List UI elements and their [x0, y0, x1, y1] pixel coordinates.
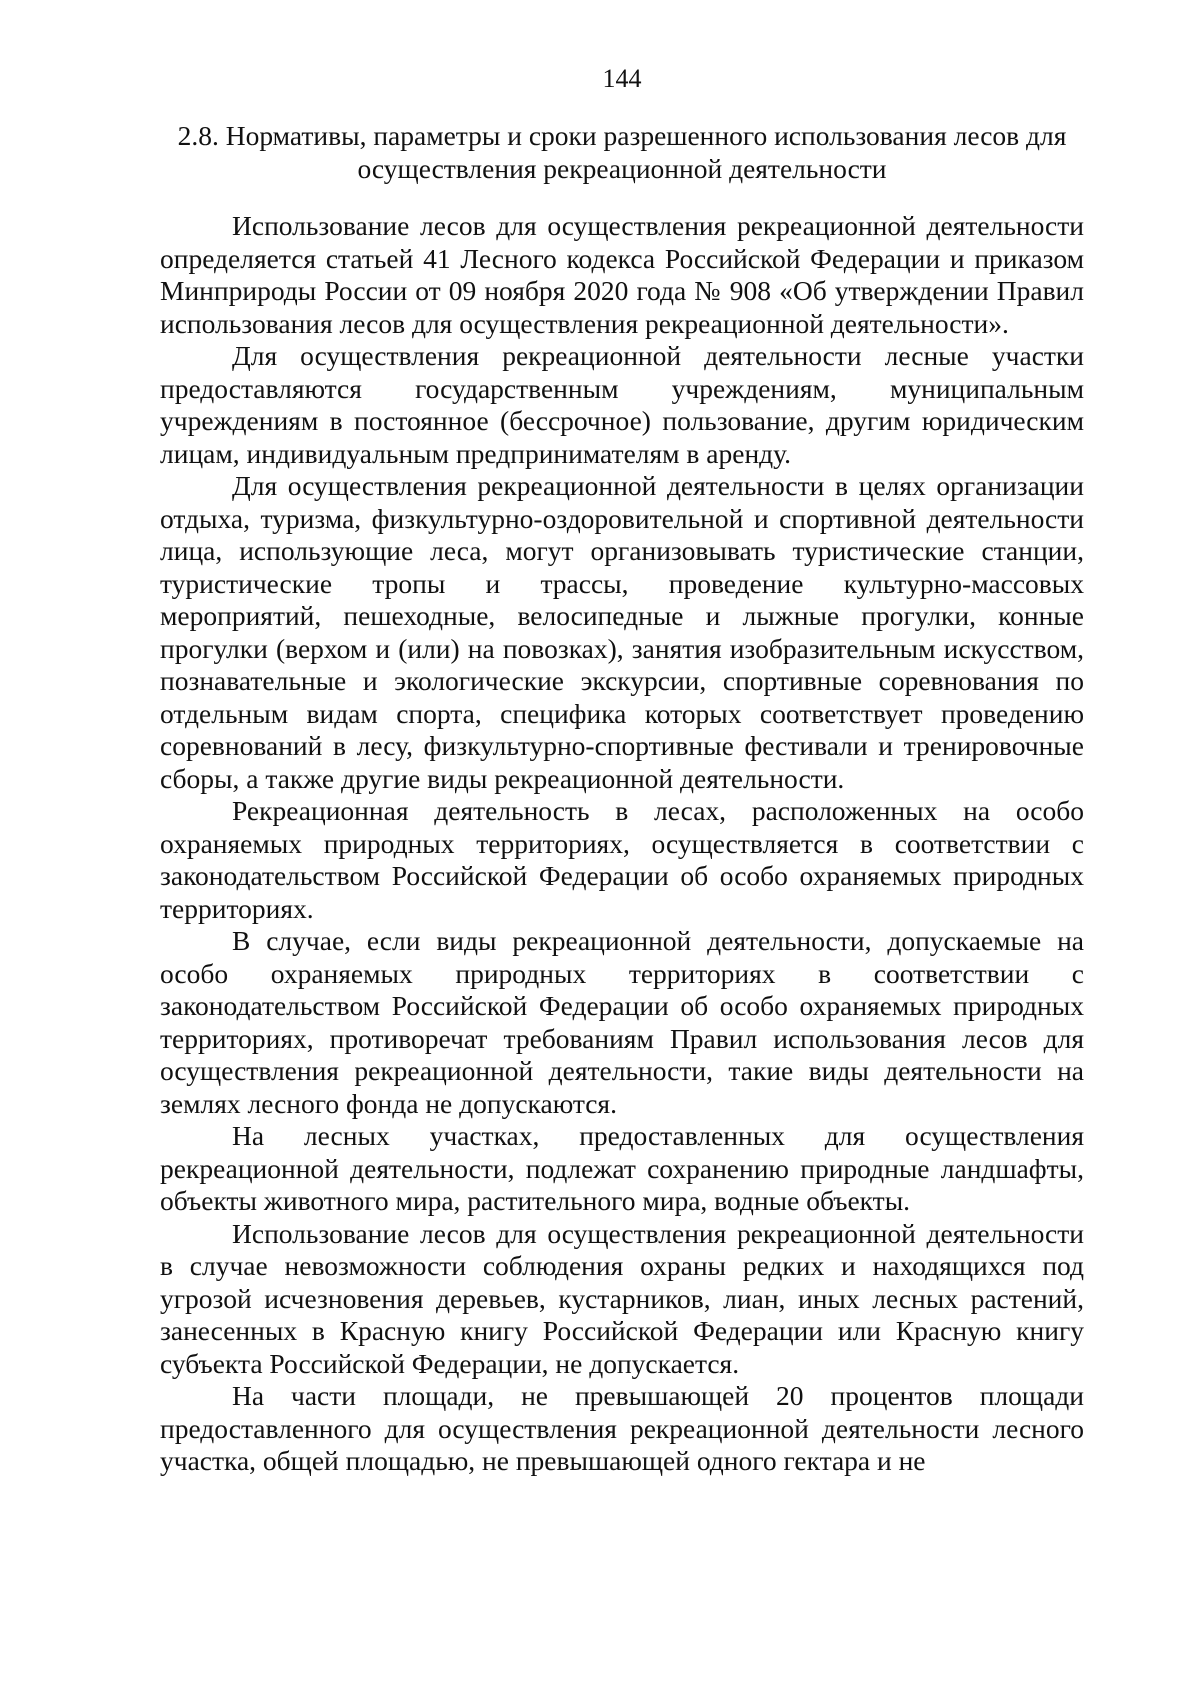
body-text — [160, 210, 1084, 1478]
paragraph-use-of-forests: Использование лесов для осуществления рекреационной деятельности определяется статьей 41 Лесного кодекса Российской Федерации и приказом Минприроды России от 09 ноября 2020 года № 908 «Об утверждении Правил использования лесов для осуществления рекреационной деятельности». — [160, 210, 1084, 339]
paragraph-protected-territories: Рекреационная деятельность в лесах, расположенных на особо охраняемых природных территориях, осуществляется в соответствии с законодательством Российской Федерации об особо охраняемых природных территориях. — [160, 795, 1084, 924]
paragraph-area-limit: На части площади, не превышающей 20 процентов площади предоставленного для осуществления рекреационной деятельности лесного участка, общей площадью, не превышающей одного гектара и не — [160, 1380, 1084, 1476]
paragraph-preserved-objects: На лесных участках, предоставленных для осуществления рекреационной деятельности, подлежат сохранению природные ландшафты, объекты животного мира, растительного мира, водные объекты. — [160, 1120, 1084, 1216]
page-number: 144 — [602, 64, 642, 93]
paragraph-conflicting-activities: В случае, если виды рекреационной деятельности, допускаемые на особо охраняемых природных территориях в соответствии с законодательством Российской Федерации об особо охраняемых природных территориях, противоречат требованиям Правил использования лесов для осуществления рекреационной деятельности, такие виды деятельности на землях лесного фонда не допускаются. — [160, 925, 1084, 1119]
paragraph-red-book-restriction: Использование лесов для осуществления рекреационной деятельности в случае невозможности соблюдения охраны редких и находящихся под угрозой исчезновения деревьев, кустарников, лиан, иных лесных растений, занесенных в Красную книгу Российской Федерации или Красную книгу субъекта Российской Федерации, не допускается. — [160, 1217, 1084, 1379]
paragraph-permitted-activities: Для осуществления рекреационной деятельности в целях организации отдыха, туризма, физкультурно-оздоровительной и спортивной деятельности лица, использующие леса, могут организовывать туристические станции, туристические тропы и трассы, проведение культурно-массовых мероприятий, пешеходные, велосипедные и лыжные прогулки, конные прогулки (верхом и (или) на повозках), занятия изобразительным искусством, познавательные и экологические экскурсии, спортивные соревнования по отдельным видам спорта, специфика которых соответствует проведению соревнований в лесу, физкультурно-спортивные фестивали и тренировочные сборы, а также другие виды рекреационной деятельности. — [160, 470, 1084, 794]
section-heading: 2.8. Нормативы, параметры и сроки разрешенного использования лесов для осуществления рекреационной деятельности — [177, 120, 1067, 184]
paragraph-land-provision: Для осуществления рекреационной деятельности лесные участки предоставляются государственным учреждениям, муниципальным учреждениям в постоянное (бессрочное) пользование, другим юридическим лицам, индивидуальным предпринимателям в аренду. — [160, 340, 1084, 469]
document-page — [160, 64, 1084, 1478]
